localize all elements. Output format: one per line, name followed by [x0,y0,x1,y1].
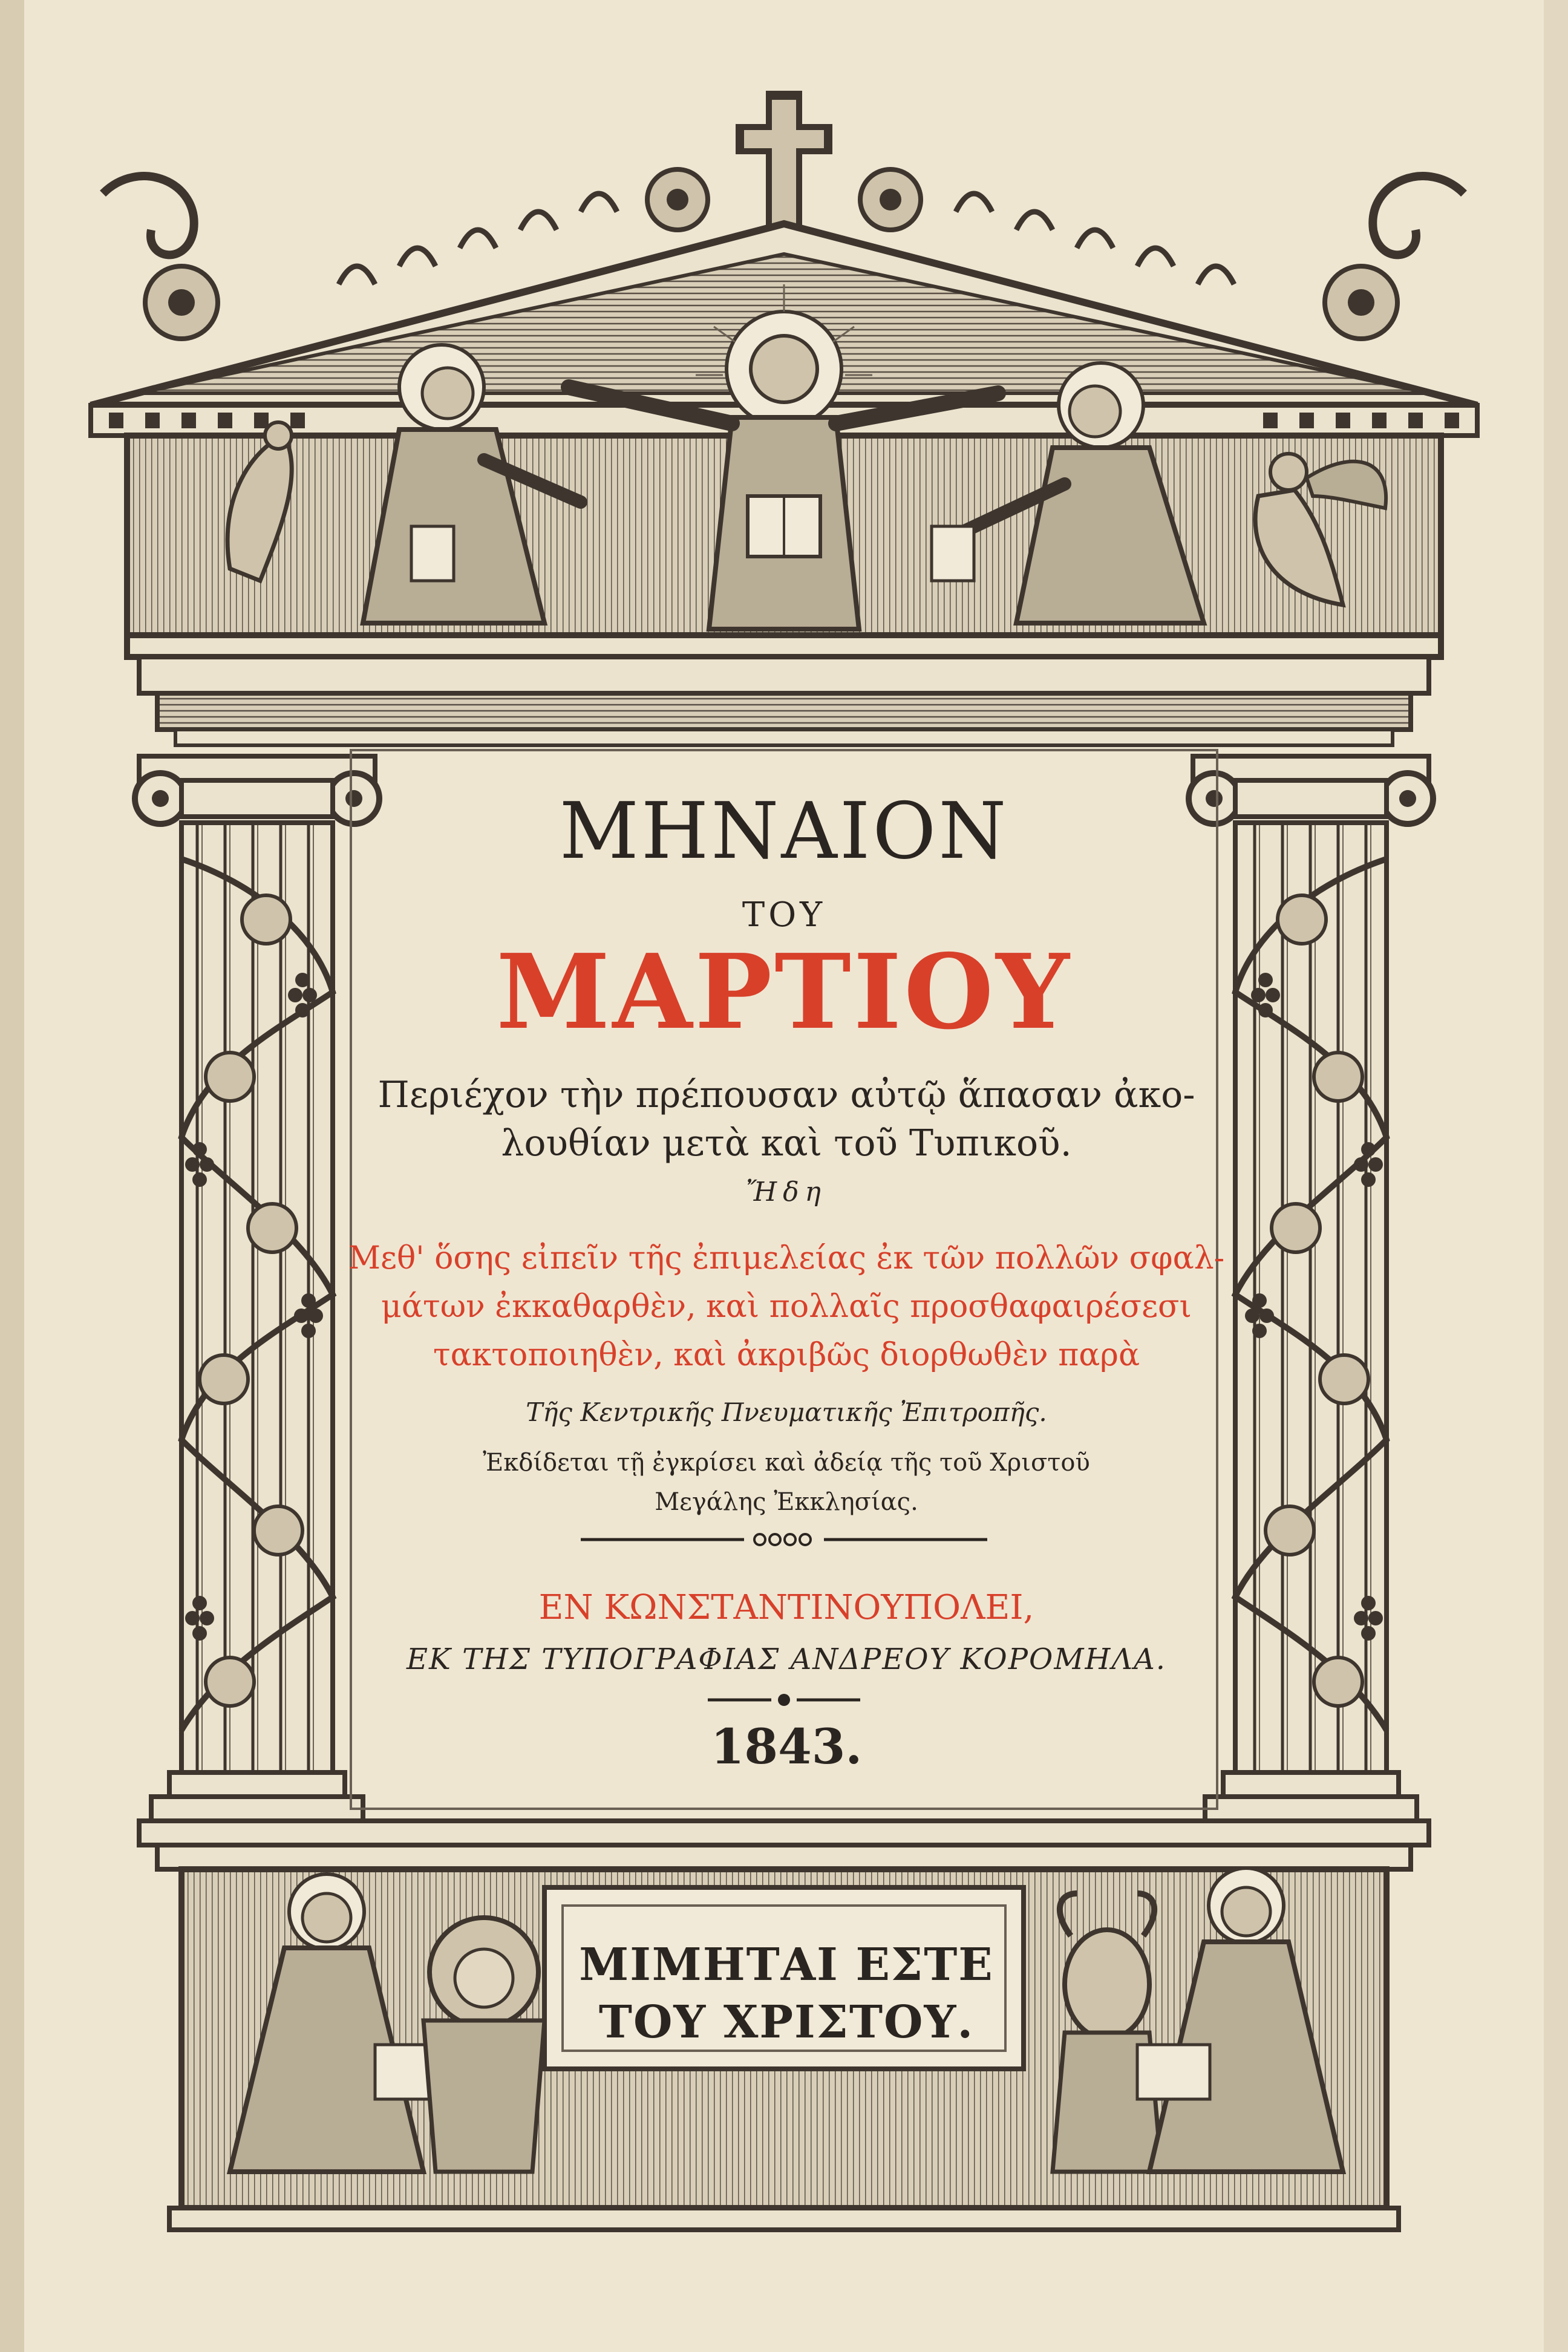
base-panel [169,1868,1399,2230]
imprint-press: ΕΚ ΤΗΣ ΤΥΠΟΓΡΑΦΙΑΣ ΑΝΔΡΕΟΥ ΚΟΡΟΜΗΛΑ. [407,1642,1166,1676]
motto-line-1: ΜΙΜΗΤΑΙ ΕΣΤΕ [579,1939,994,1991]
motto-line-2: ΤΟΥ ΧΡΙΣΤΟΥ. [598,1996,975,2048]
correction-line-1: Μεθ' ὅσης εἰπεῖν τῆς ἐπιμελείας ἐκ τῶν πολλῶν σφαλ- [348,1240,1225,1276]
stylobate [139,1821,1429,1869]
committee-line: Τῆς Κεντρικῆς Πνευματικῆς Ἐπιτροπῆς. [526,1397,1047,1427]
imprint-year: 1843. [710,1718,863,1775]
correction-line-2: μάτων ἐκκαθαρθὲν, καὶ πολλαῖς προσθαφαιρέσεσι [381,1289,1192,1325]
month-title: ΜΑΡΤΙΟΥ [496,932,1072,1053]
correction-line-3: τακτοποιηθὲν, καὶ ἀκριβῶς διορθωθὲν παρὰ [433,1337,1140,1373]
imprint-city: ΕΝ ΚΩΝΣΤΑΝΤΙΝΟΥΠΟΛΕΙ, [538,1588,1034,1627]
description-line-1: Περιέχον τὴν πρέπουσαν αὐτῷ ἅπασαν ἀκο- [377,1074,1195,1116]
ornament-rule-small [708,1694,860,1706]
entablature [127,635,1441,745]
title-article: ΤΟΥ [742,895,826,935]
ornament-rule [581,1534,987,1545]
ede-label: Ἤδη [746,1177,827,1207]
publication-line-2: Μεγάλης Ἐκκλησίας. [655,1488,918,1516]
publication-line-1: Ἐκδίδεται τῇ ἐγκρίσει καὶ ἀδείᾳ τῆς τοῦ Χριστοῦ [483,1449,1090,1477]
pediment [91,91,1477,635]
description-line-2: λουθίαν μετὰ καὶ τοῦ Τυπικοῦ. [501,1122,1072,1165]
book-title: ΜΗΝΑΙΟΝ [559,786,1009,877]
lion-icon [423,1918,544,2172]
ox-icon [1053,1893,1161,2172]
